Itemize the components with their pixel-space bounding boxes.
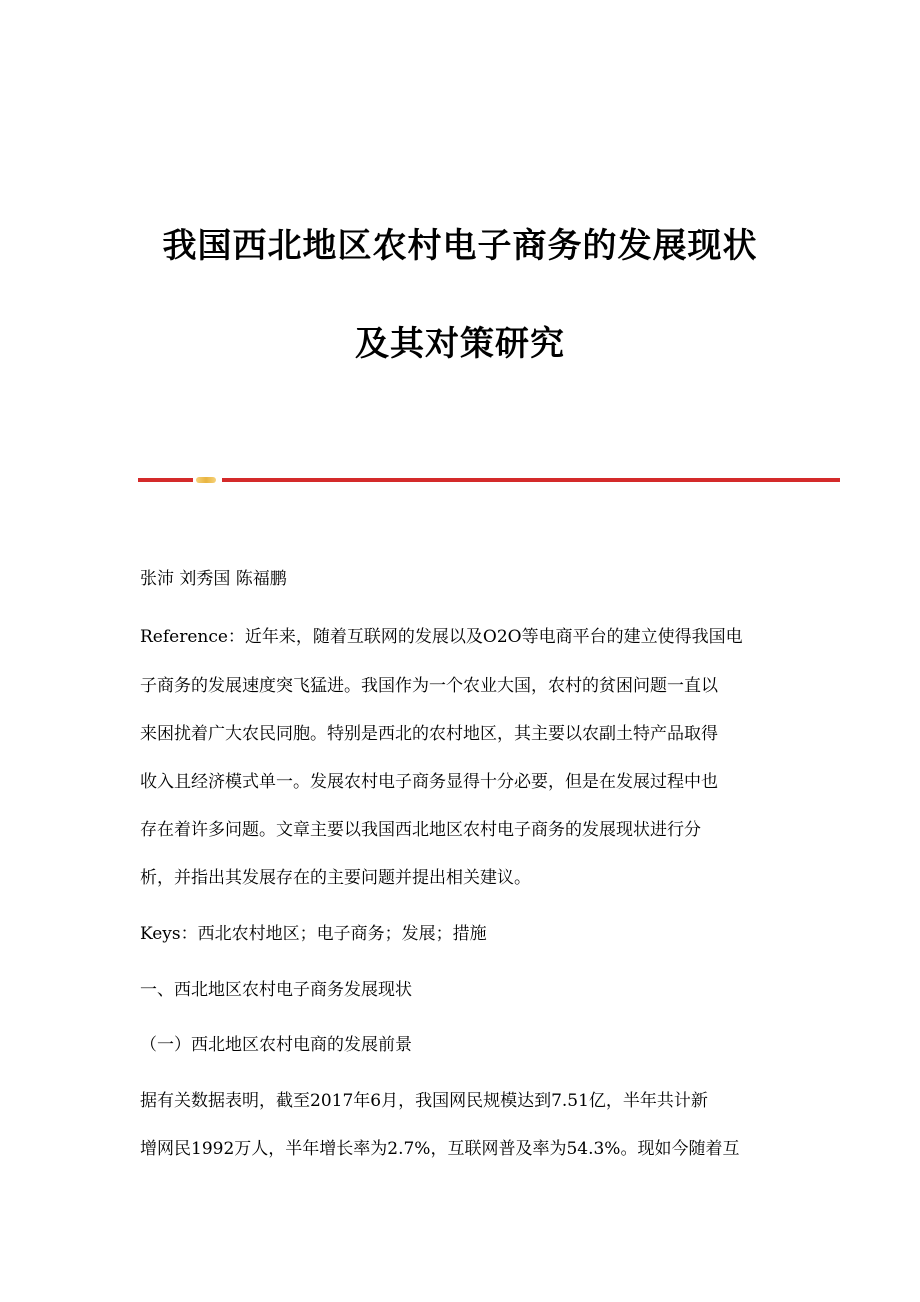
paper-title-line-2: 及其对策研究 xyxy=(355,324,565,364)
abstract-line: 存在着许多问题。文章主要以我国西北地区农村电子商务的发展现状进行分 xyxy=(140,820,701,840)
abstract-line: Reference：近年来，随着互联网的发展以及O2O等电商平台的建立使得我国电 xyxy=(140,627,743,647)
divider-ornament xyxy=(196,477,216,483)
abstract-line: 收入且经济模式单一。发展农村电子商务显得十分必要，但是在发展过程中也 xyxy=(140,772,718,792)
body-line: 据有关数据表明，截至2017年6月，我国网民规模达到7.51亿，半年共计新 xyxy=(140,1091,708,1111)
abstract-line: 来困扰着广大农民同胞。特别是西北的农村地区，其主要以农副土特产品取得 xyxy=(140,724,718,744)
author-list: 张沛 刘秀国 陈福鹏 xyxy=(140,569,287,589)
abstract-line: 子商务的发展速度突飞猛进。我国作为一个农业大国，农村的贫困问题一直以 xyxy=(140,676,718,696)
paper-title-line-1: 我国西北地区农村电子商务的发展现状 xyxy=(162,226,758,266)
title-divider xyxy=(138,476,840,484)
abstract-line: 析，并指出其发展存在的主要问题并提出相关建议。 xyxy=(140,868,531,888)
divider-left-bar xyxy=(138,478,193,482)
keywords: Keys：西北农村地区；电子商务；发展；措施 xyxy=(140,924,487,944)
subsection-heading: （一）西北地区农村电商的发展前景 xyxy=(140,1035,412,1055)
body-line: 增网民1992万人，半年增长率为2.7%，互联网普及率为54.3%。现如今随着互 xyxy=(140,1139,740,1159)
divider-right-bar xyxy=(222,478,840,482)
section-heading: 一、西北地区农村电子商务发展现状 xyxy=(140,980,412,1000)
